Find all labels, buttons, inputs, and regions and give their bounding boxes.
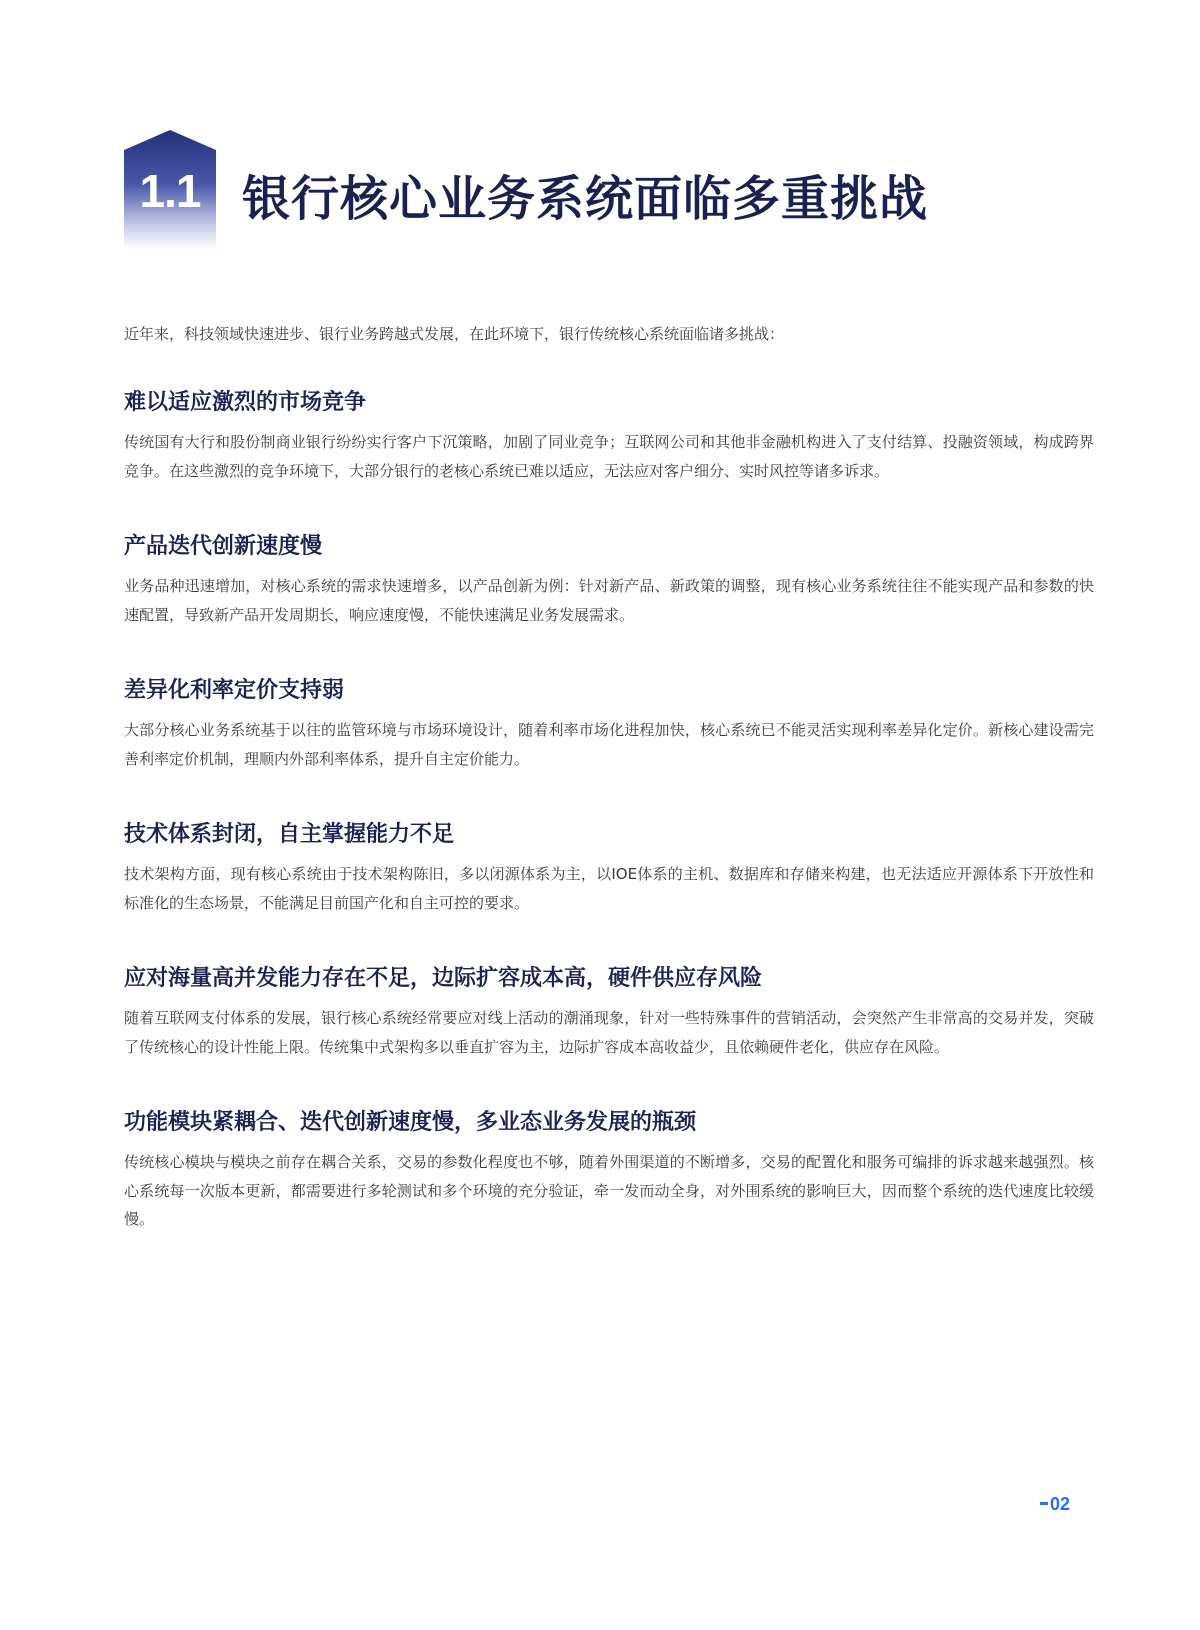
challenge-list [124, 386, 1094, 1266]
challenge-body: 技术架构方面，现有核心系统由于技术架构陈旧，多以闭源体系为主，以IOE体系的主机、数据库和存储来构建，也无法适应开源体系下开放性和标准化的生态场景，不能满足目前国产化和自主可控的要求。 [124, 865, 1094, 912]
challenge-item [124, 386, 1094, 530]
challenge-item [124, 1106, 1094, 1266]
challenge-heading: 应对海量高并发能力存在不足，边际扩容成本高，硬件供应存风险 [124, 966, 763, 991]
challenge-item [124, 674, 1094, 818]
page-number [1040, 1494, 1070, 1515]
section-number: 1.1 [139, 165, 201, 217]
challenge-item [124, 530, 1094, 674]
page-title: 银行核心业务系统面临多重挑战 [242, 171, 929, 227]
challenge-item [124, 818, 1094, 962]
challenge-body: 传统国有大行和股份制商业银行纷纷实行客户下沉策略，加剧了同业竞争；互联网公司和其他非金融机构进入了支付结算、投融资领域，构成跨界竞争。在这些激烈的竞争环境下，大部分银行的老核心系统已难以适应，无法应对客户细分、实时风控等诸多诉求。 [124, 433, 1094, 480]
challenge-heading: 功能模块紧耦合、迭代创新速度慢，多业态业务发展的瓶颈 [124, 1110, 697, 1135]
challenge-heading: 产品迭代创新速度慢 [124, 534, 323, 559]
challenge-body: 随着互联网支付体系的发展，银行核心系统经常要应对线上活动的潮涌现象，针对一些特殊事件的营销活动，会突然产生非常高的交易并发，突破了传统核心的设计性能上限。传统集中式架构多以垂直扩容为主，边际扩容成本高收益少，且依赖硬件老化，供应存在风险。 [124, 1009, 1094, 1056]
challenge-heading: 难以适应激烈的市场竞争 [124, 390, 367, 415]
challenge-heading: 差异化利率定价支持弱 [124, 678, 345, 703]
challenge-body: 业务品种迅速增加，对核心系统的需求快速增多，以产品创新为例：针对新产品、新政策的调整，现有核心业务系统往往不能实现产品和参数的快速配置，导致新产品开发周期长，响应速度慢，不能快速满足业务发展需求。 [124, 577, 1094, 624]
section-header [124, 130, 1104, 250]
intro-paragraph: 近年来，科技领域快速进步、银行业务跨越式发展，在此环境下，银行传统核心系统面临诸多挑战： [124, 325, 785, 343]
challenge-body: 大部分核心业务系统基于以往的监管环境与市场环境设计，随着利率市场化进程加快，核心系统已不能灵活实现利率差异化定价。新核心建设需完善利率定价机制，理顺内外部利率体系，提升自主定价能力。 [124, 721, 1094, 768]
challenge-body: 传统核心模块与模块之前存在耦合关系，交易的参数化程度也不够，随着外围渠道的不断增多，交易的配置化和服务可编排的诉求越来越强烈。核心系统每一次版本更新，都需要进行多轮测试和多个环境的充分验证，牵一发而动全身，对外围系统的影响巨大，因而整个系统的迭代速度比较缓慢。 [124, 1153, 1094, 1228]
page-number-text: 02 [1050, 1494, 1071, 1514]
section-number-badge [124, 130, 216, 250]
challenge-item [124, 962, 1094, 1106]
challenge-heading: 技术体系封闭，自主掌握能力不足 [124, 822, 455, 847]
page-number-dash [1040, 1502, 1048, 1505]
